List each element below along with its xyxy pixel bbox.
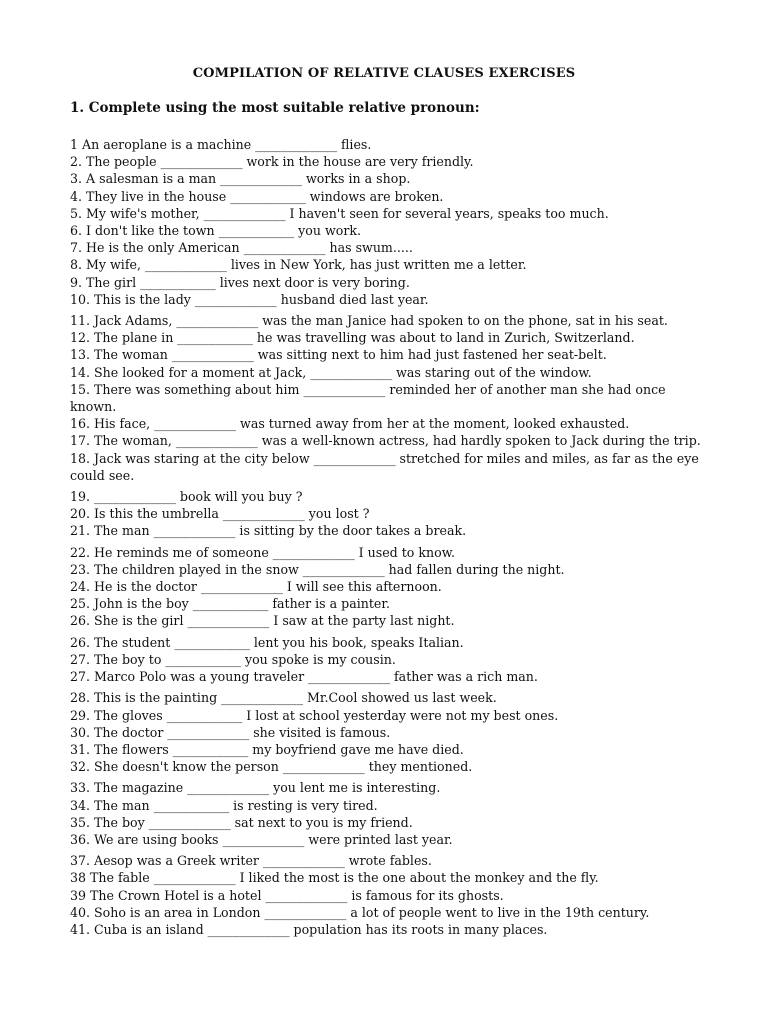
document-title: COMPILATION OF RELATIVE CLAUSES EXERCISES	[192, 66, 576, 81]
exercise-item: 2. The people _____________ work in the house are very friendly.	[70, 154, 474, 170]
exercise-item: 19. _____________ book will you buy ?	[70, 489, 303, 505]
exercise-item: 12. The plane in ____________ he was travelling was about to land in Zurich, Switzerland.	[70, 330, 635, 346]
exercise-item: 32. She doesn't know the person _____________ they mentioned.	[70, 759, 473, 775]
exercise-item: 18. Jack was staring at the city below _____________ stretched for miles and miles, as far as the eye could see.	[70, 450, 699, 483]
exercise-item: 40. Soho is an area in London _____________ a lot of people went to live in the 19th century.	[70, 904, 650, 920]
exercise-item: 33. The magazine _____________ you lent me is interesting.	[70, 780, 441, 796]
exercise-list	[70, 136, 710, 938]
exercise-item: 27. Marco Polo was a young traveler _____________ father was a rich man.	[70, 669, 538, 685]
exercise-item: 1 An aeroplane is a machine _____________ flies.	[70, 137, 372, 152]
exercise-item: 15. There was something about him _____________ reminded her of another man she had once known.	[70, 381, 666, 415]
exercise-item: 8. My wife, _____________ lives in New York, has just written me a letter.	[70, 257, 527, 273]
exercise-item: 5. My wife's mother, _____________ I haven't seen for several years, speaks too much.	[70, 205, 609, 221]
exercise-item: 22. He reminds me of someone _____________ I used to know.	[70, 544, 455, 560]
exercise-item: 39 The Crown Hotel is a hotel _____________ is famous for its ghosts.	[70, 887, 504, 903]
exercise-item: 28. This is the painting _____________ Mr.Cool showed us last week.	[70, 690, 497, 706]
exercise-item: 6. I don't like the town ____________ you work.	[70, 223, 361, 239]
exercise-item: 34. The man ____________ is resting is very tired.	[70, 797, 378, 813]
exercise-item: 17. The woman, _____________ was a well-known actress, had hardly spoken to Jack during the trip.	[70, 433, 701, 449]
exercise-item: 37. Aesop was a Greek writer _____________ wrote fables.	[70, 853, 432, 869]
exercise-item: 30. The doctor _____________ she visited is famous.	[70, 724, 391, 740]
exercise-item: 27. The boy to ____________ you spoke is my cousin.	[70, 651, 396, 667]
exercise-item: 41. Cuba is an island _____________ population has its roots in many places.	[70, 921, 548, 937]
exercise-item: 38 The fable _____________ I liked the most is the one about the monkey and the fly.	[70, 870, 599, 886]
exercise-item: 4. They live in the house ____________ windows are broken.	[70, 188, 444, 204]
exercise-item: 14. She looked for a moment at Jack, _____________ was staring out of the window.	[70, 364, 592, 380]
exercise-item: 25. John is the boy ____________ father is a painter.	[70, 596, 391, 612]
exercise-item: 31. The flowers ____________ my boyfriend gave me have died.	[70, 741, 464, 757]
exercise-item: 13. The woman _____________ was sitting next to him had just fastened her seat-belt.	[70, 347, 607, 363]
section-heading: 1. Complete using the most suitable relative pronoun:	[70, 100, 480, 116]
exercise-item: 11. Jack Adams, _____________ was the man Janice had spoken to on the phone, sat in his seat.	[70, 313, 668, 329]
exercise-item: 9. The girl ____________ lives next door is very boring.	[70, 274, 410, 290]
exercise-item: 21. The man _____________ is sitting by the door takes a break.	[70, 523, 467, 539]
exercise-item: 35. The boy _____________ sat next to you is my friend.	[70, 814, 413, 830]
exercise-item: 20. Is this the umbrella _____________ you lost ?	[70, 506, 370, 522]
exercise-item: 26. The student ____________ lent you his book, speaks Italian.	[70, 634, 464, 650]
exercise-item: 16. His face, _____________ was turned away from her at the moment, looked exhausted.	[70, 416, 630, 432]
exercise-item: 24. He is the doctor _____________ I will see this afternoon.	[70, 579, 442, 595]
exercise-item: 26. She is the girl _____________ I saw at the party last night.	[70, 613, 455, 629]
exercise-item: 3. A salesman is a man _____________ works in a shop.	[70, 171, 411, 187]
exercise-item: 10. This is the lady _____________ husband died last year.	[70, 291, 429, 307]
exercise-item: 7. He is the only American _____________ has swum.....	[70, 240, 413, 256]
exercise-item: 36. We are using books _____________ were printed last year.	[70, 831, 453, 847]
exercise-item: 23. The children played in the snow _____________ had fallen during the night.	[70, 561, 565, 577]
exercise-item: 29. The gloves ____________ I lost at school yesterday were not my best ones.	[70, 707, 559, 723]
